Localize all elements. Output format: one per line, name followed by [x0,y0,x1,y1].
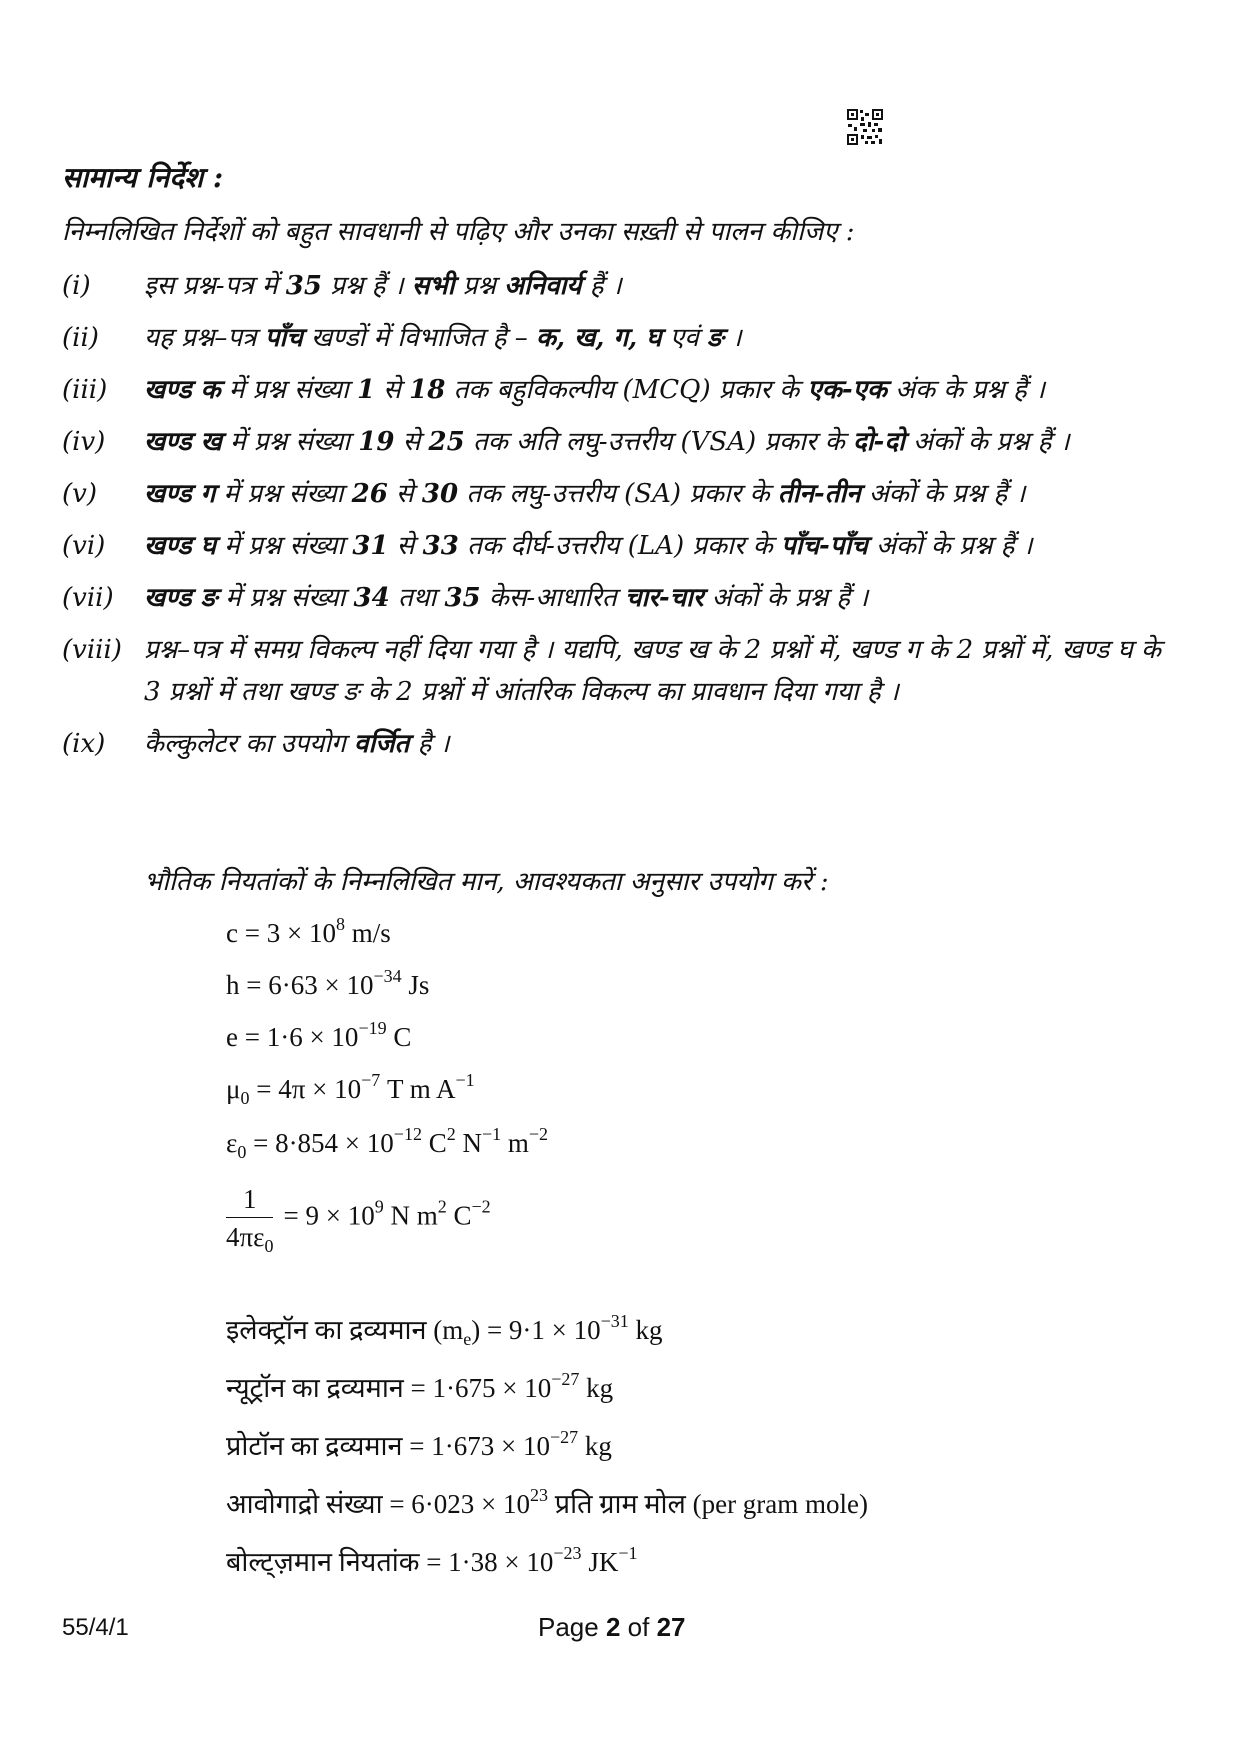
instruction-text: इस प्रश्न-पत्र में 35 प्रश्न हैं । सभी प्रश्न अनिवार्य हैं । [144,271,622,301]
instructions-list [62,265,1182,775]
constant-neutron-mass: न्यूट्रॉन का द्रव्यमान = $1\cdot 675 \times 10^{-27}$ kg [226,1369,614,1403]
constant-permittivity: $\varepsilon_0 = 8\cdot 854 \times 10^{-12}$ $C^2$ $N^{-1}$ $m^{-2}$ [226,1124,549,1162]
constant-avogadro: आवोगाद्रो संख्या = $6\cdot 023 \times 10^{23}$ प्रति ग्राम मोल (per gram mole) [226,1485,869,1519]
instruction-text: खण्ड ङ में प्रश्न संख्या 34 तथा 35 केस-आधारित चार-चार अंकों के प्रश्न हैं । [144,583,869,613]
instruction-item [62,629,1182,713]
instructions-intro: निम्नलिखित निर्देशों को बहुत सावधानी से पढ़िए और उनका सख़्ती से पालन कीजिए : [62,217,855,247]
constant-coulomb: $\frac{1}{4\pi\varepsilon_0}$ = $9 \times 10^9$ N $m^2$ $C^{-2}$ [226,1184,491,1256]
instruction-text: खण्ड ग में प्रश्न संख्या 26 से 30 तक लघु-उत्तरीय (SA) प्रकार के तीन-तीन अंकों के प्रश्न हैं । [144,479,1026,509]
instruction-number: (ix) [62,729,106,759]
page-number: Page 2 of 27 [538,1612,686,1642]
constant-proton-mass: प्रोटॉन का द्रव्यमान = $1\cdot 673 \times 10^{-27}$ kg [226,1427,612,1461]
instruction-text: कैल्कुलेटर का उपयोग वर्जित है । [144,729,450,759]
general-instructions-heading: सामान्य निर्देश : [62,161,224,194]
constant-planck: $h = 6\cdot 63 \times 10^{-34}$ Js [226,966,430,1000]
instruction-item [62,317,1182,359]
constant-speed-of-light: $c = 3 \times 10^8$ m/s [226,914,391,948]
instruction-number: (iv) [62,427,106,457]
qr-code-icon [846,108,884,146]
instruction-text: यह प्रश्न–पत्र पाँच खण्डों में विभाजित है – क, ख, ग, घ एवं ङ । [144,323,742,353]
constant-boltzmann: बोल्ट्ज़मान नियतांक = $1\cdot 38 \times 10^{-23}$ $JK^{-1}$ [226,1543,638,1577]
constant-permeability: $\mu_0 = 4\pi \times 10^{-7}$ T m $A^{-1}$ [226,1070,475,1108]
instruction-text: खण्ड क में प्रश्न संख्या 1 से 18 तक बहुविकल्पीय (MCQ) प्रकार के एक-एक अंक के प्रश्न हैं । [144,375,1045,405]
constants-intro: भौतिक नियतांकों के निम्नलिखित मान, आवश्यकता अनुसार उपयोग करें : [144,867,829,897]
paper-code: 55/4/1 [62,1614,129,1641]
coulomb-fraction: $\frac{1}{4\pi\varepsilon_0}$ [226,1184,274,1256]
instruction-text: प्रश्न–पत्र में समग्र विकल्प नहीं दिया गया है । यद्यपि, खण्ड ख के 2 प्रश्नों में, खण्ड ग के 2 प्रश्नों में, खण्ड घ के 3 प्रश्नों में तथा खण्ड ङ के 2 प्रश्नों में आंतरिक विकल्प का प्रावधान दिया गया है । [144,635,1162,707]
instruction-number: (viii) [62,635,122,665]
constant-electron-mass: इलेक्ट्रॉन का द्रव्यमान $(m_e) = 9\cdot 1 \times 10^{-31}$ kg [226,1311,663,1349]
instruction-number: (iii) [62,375,108,405]
instruction-item [62,265,1182,307]
instruction-item [62,421,1182,463]
instruction-text: खण्ड ख में प्रश्न संख्या 19 से 25 तक अति लघु-उत्तरीय (VSA) प्रकार के दो-दो अंकों के प्रश्न हैं । [144,427,1070,457]
instruction-item [62,369,1182,411]
instruction-number: (vii) [62,583,114,613]
constant-electron-charge: $e = 1\cdot 6 \times 10^{-19}$ C [226,1018,412,1052]
instruction-text: खण्ड घ में प्रश्न संख्या 31 से 33 तक दीर्घ-उत्तरीय (LA) प्रकार के पाँच-पाँच अंकों के प्रश्न हैं । [144,531,1033,561]
instruction-item [62,577,1182,619]
instruction-item [62,525,1182,567]
instruction-item [62,723,1182,765]
instruction-number: (vi) [62,531,106,561]
instruction-number: (ii) [62,323,99,353]
instruction-number: (i) [62,271,91,301]
instruction-item [62,473,1182,515]
instruction-number: (v) [62,479,97,509]
